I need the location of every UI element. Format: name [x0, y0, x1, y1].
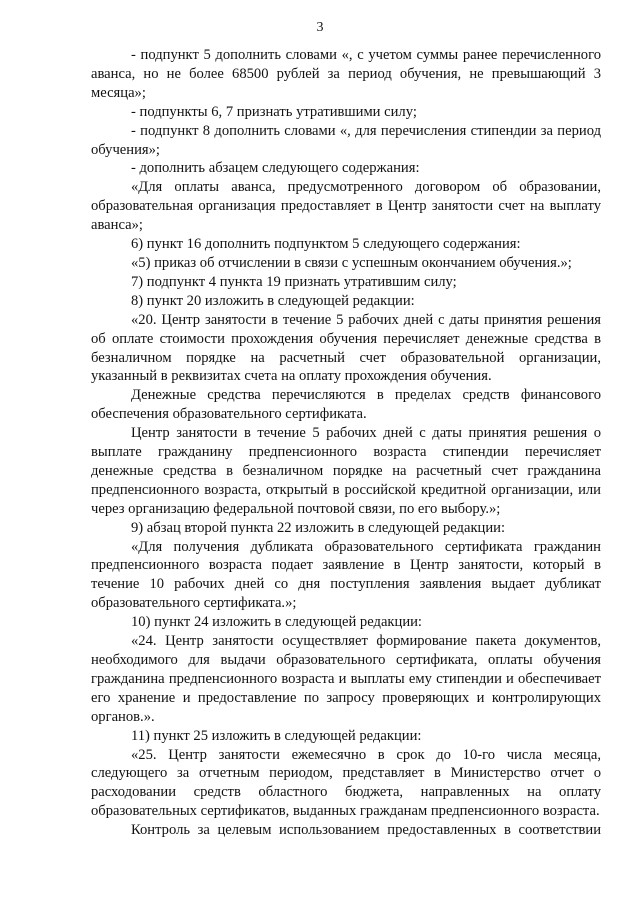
- paragraph: - подпункт 5 дополнить словами «, с учетом суммы ранее перечисленного аванса, но не более 68500 рублей за период обучения, не превышающий 3 месяца»;: [91, 47, 601, 101]
- paragraph: 7) подпункт 4 пункта 19 признать утратившим силу;: [131, 273, 457, 290]
- paragraph: «24. Центр занятости осуществляет формирование пакета документов, необходимого для выдачи образовательного сертификата, оплаты обучения гражданина предпенсионного возраста и выплаты ему стипендии и обеспечивает его хранение и предоставление по запросу проверяющих и контролирующих органов.».: [91, 633, 601, 725]
- paragraph: Контроль за целевым использованием предоставленных в соответствии: [131, 822, 601, 839]
- paragraph: - подпункты 6, 7 признать утратившими силу;: [131, 103, 417, 120]
- paragraph: «20. Центр занятости в течение 5 рабочих дней с даты принятия решения об оплате стоимости прохождения обучения перечисляет денежные средства в безналичном порядке на расчетный счет образовательной организации, указанный в реквизитах счета на оплату прохождения обучения.: [91, 311, 601, 385]
- paragraph: «Для оплаты аванса, предусмотренного договором об образовании, образовательная организация предоставляет в Центр занятости счет на выплату аванса»;: [91, 179, 601, 234]
- paragraph: Денежные средства перечисляются в пределах средств финансового обеспечения образовательного сертификата.: [91, 387, 601, 423]
- paragraph: 9) абзац второй пункта 22 изложить в следующей редакции:: [131, 519, 506, 536]
- paragraph: Центр занятости в течение 5 рабочих дней с даты принятия решения о выплате гражданину предпенсионного возраста стипендии перечисляет денежные средства в безналичном порядке на расчетный счет гражданина предпенсионного возраста, открытый в российской кредитной организации, или через организацию федеральной почтовой связи, по его выбору.»;: [91, 425, 601, 517]
- paragraph: «Для получения дубликата образовательного сертификата гражданин предпенсионного возраста подает заявление в Центр занятости, который в течение 10 рабочих дней со дня поступления заявления выдает дубликат образовательного сертификата.»;: [91, 538, 601, 612]
- paragraph: 6) пункт 16 дополнить подпунктом 5 следующего содержания:: [131, 236, 521, 253]
- paragraph: 8) пункт 20 изложить в следующей редакции:: [131, 292, 415, 309]
- page-number: 3: [316, 20, 324, 35]
- document-body: [91, 46, 601, 840]
- paragraph: «25. Центр занятости ежемесячно в срок до 10-го числа месяца, следующего за отчетным периодом, представляет в Министерство отчет о расходовании средств областного бюджета, направленных на оплату образовательных сертификатов, выданных гражданам предпенсионного возраста.: [91, 746, 601, 820]
- paragraph: 11) пункт 25 изложить в следующей редакции:: [131, 727, 422, 744]
- paragraph: - подпункт 8 дополнить словами «, для перечисления стипендии за период обучения»;: [91, 122, 601, 158]
- paragraph: «5) приказ об отчислении в связи с успешным окончанием обучения.»;: [131, 254, 572, 271]
- paragraph: - дополнить абзацем следующего содержания:: [131, 160, 420, 177]
- paragraph: 10) пункт 24 изложить в следующей редакции:: [131, 614, 422, 631]
